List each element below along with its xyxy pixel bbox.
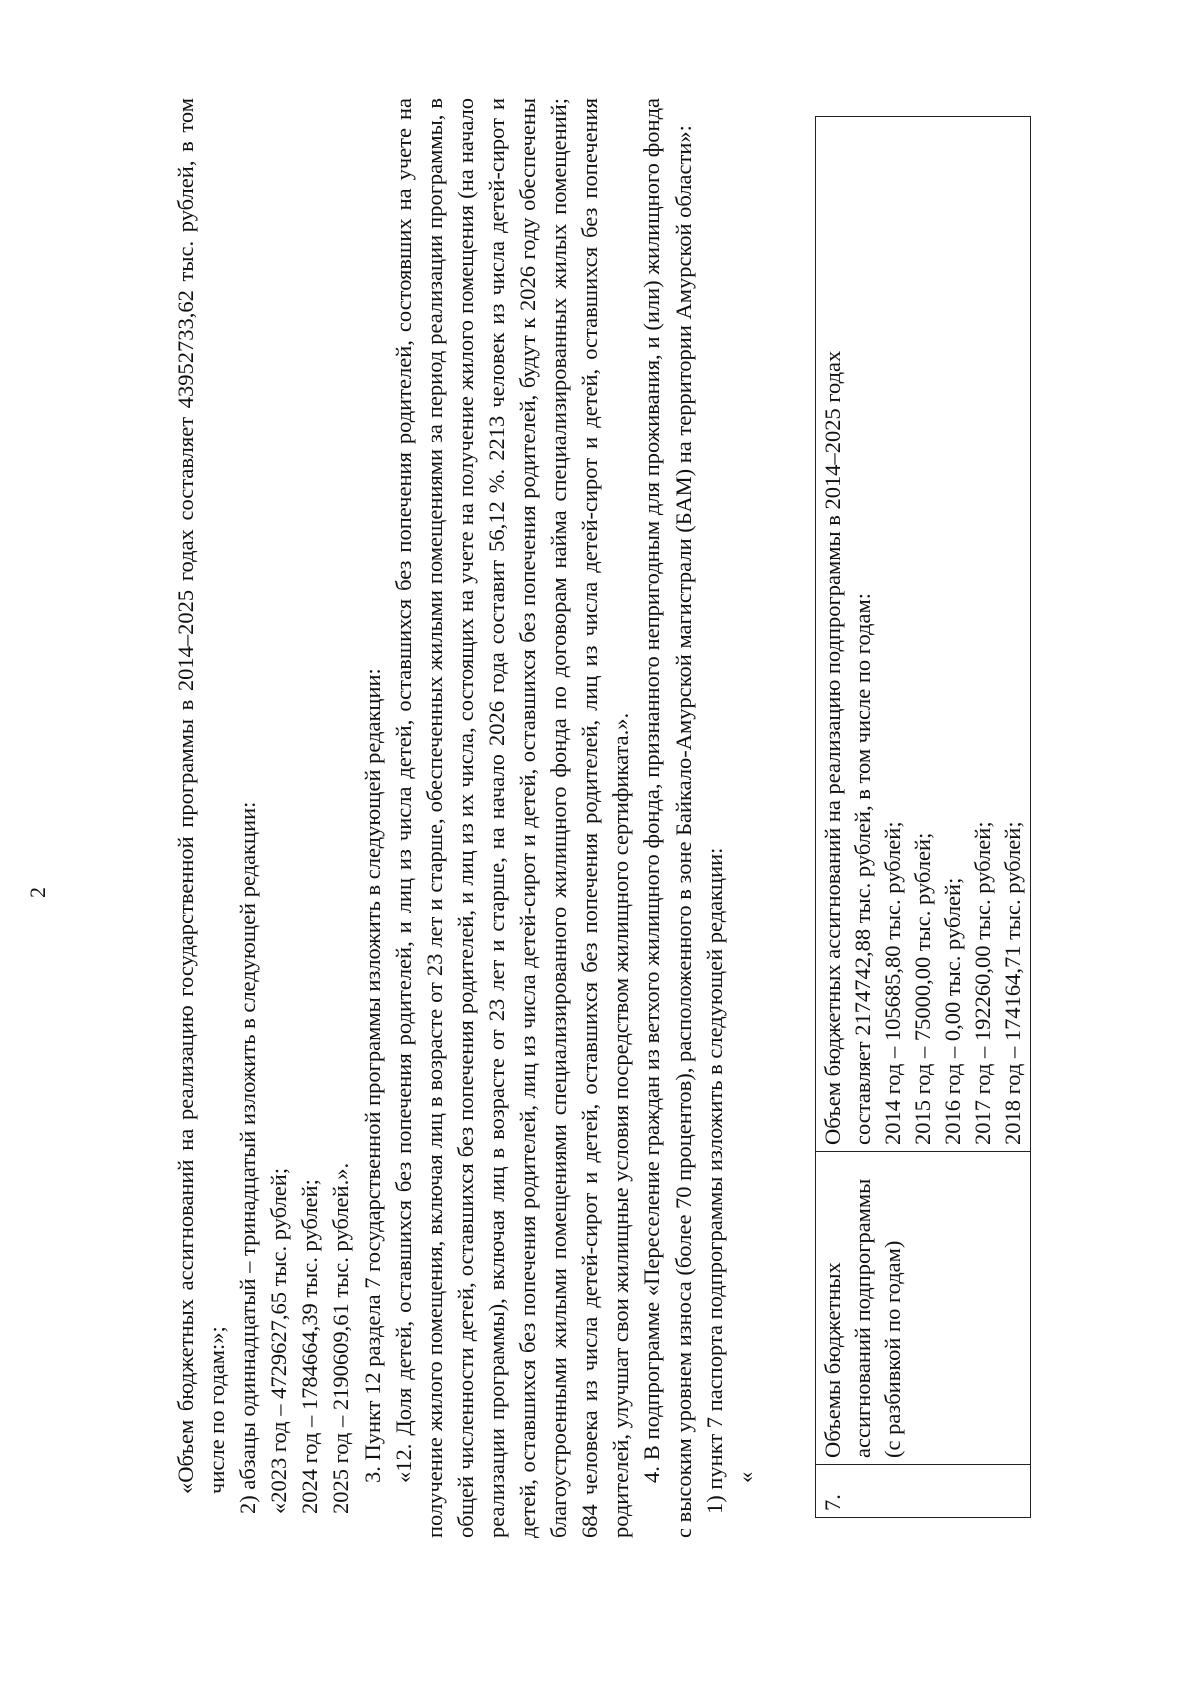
paragraph-item-4: 4. В подпрограмме «Переселение граждан из ветхого жилищного фонда, признанного непригодным для проживания, и (или) жилищного фонда с высоким уровнем износа (более 70 процентов), расположенного в зоне Байкало-Амурской магистрали (БАМ) на территории Амурской области»:: [639, 98, 696, 1538]
content-line: 2017 год – 192260,00 тыс. рублей;: [970, 821, 995, 1145]
paragraph-item-3: 3. Пункт 12 раздела 7 государственной программы изложить в следующей редакции:: [359, 668, 385, 1483]
paragraph-year-2024: 2024 год – 1784664,39 тыс. рублей;: [297, 1179, 323, 1514]
table-row: [816, 117, 1031, 1518]
paragraph-item-2: 2) абзацы одиннадцатый – тринадцатый изложить в следующей редакции:: [235, 801, 261, 1514]
paragraph-year-2025: 2025 год – 2190609,61 тыс. рублей.».: [328, 1162, 354, 1514]
page-number: 2: [25, 887, 50, 898]
row-name-cell: Объемы бюджетных ассигнований подпрограммы (с разбивкой по годам): [816, 1152, 1031, 1465]
subprogram-passport-table: [815, 116, 1031, 1518]
row-content-cell: [816, 117, 1031, 1152]
content-line: Объем бюджетных ассигнований на реализацию подпрограммы в 2014–2025 годах: [820, 350, 845, 1145]
quote-open-mark: «: [732, 1471, 758, 1483]
content-line: составляет 2174742,88 тыс. рублей, в том числе по годам:: [850, 593, 875, 1145]
paragraph-point-12: «12. Доля детей, оставшихся без попечения родителей, и лиц из числа детей, оставшихся без попечения родителей, состоявших на учете на получение жилого помещения, включая лиц в возрасте от 23 лет и старше, обеспеченных жилыми помещениями за период реализации программы, в общей численности детей, оставшихся без попечения родителей, и лиц из их числа, состоящих на учете на получение жилого помещения (на начало реализации программы), включая лиц в возрасте от 23 лет и старше, на начало 2026 года составит 56,12 %. 2213 человек из числа детей-сирот и детей, оставшихся без попечения родителей, лиц из числа детей-сирот и детей, оставшихся без попечения родителей, будут к 2026 году обеспечены благоустроенными жилыми помещениями специализированного жилищного фонда по договорам найма специализированных жилых помещений; 684 человека из числа детей-сирот и детей, оставшихся без попечения родителей, лиц из числа детей-сирот и детей, оставшихся без попечения родителей, улучшат свои жилищные условия посредством жилищного сертификата.».: [390, 98, 634, 1538]
body-text: [170, 98, 761, 1538]
paragraph-budget-total: «Объем бюджетных ассигнований на реализацию государственной программы в 2014–2025 годах составляет 43952733,62 тыс. рублей, в том числе по годам:»;: [173, 98, 230, 1494]
paragraph-item-4-1: 1) пункт 7 паспорта подпрограммы изложить в следующей редакции:: [701, 847, 727, 1514]
content-line: 2018 год – 174164,71 тыс. рублей;: [1000, 821, 1025, 1145]
content-line: 2015 год – 75000,00 тыс. рублей;: [910, 832, 935, 1145]
rotated-content: [25, 98, 1070, 1598]
content-line: 2014 год – 105685,80 тыс. рублей;: [880, 821, 905, 1145]
content-line: 2016 год – 0,00 тыс. рублей;: [940, 877, 965, 1145]
paragraph-year-2023: «2023 год – 4729627,65 тыс. рублей;: [266, 1167, 292, 1514]
row-number-cell: 7.: [816, 1465, 1031, 1518]
